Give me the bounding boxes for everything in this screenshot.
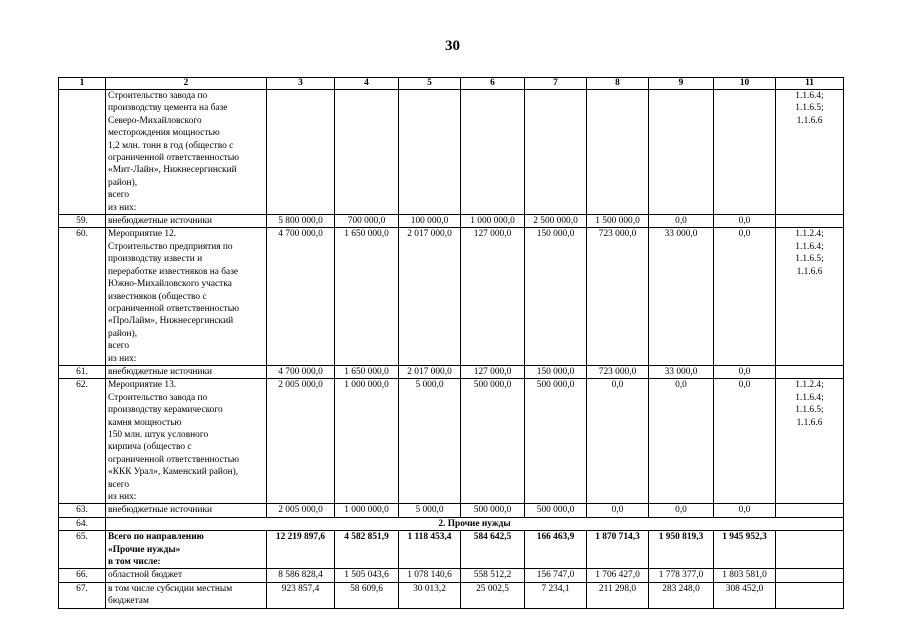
row-description [106,228,267,365]
value-cell: 166 463,9 [525,531,587,569]
row-description-line: всего [108,190,130,201]
budget-table [58,77,844,609]
goal-cell [776,215,844,228]
value-cell: 2 017 000,0 [399,365,461,378]
row-description-line: Северо-Михайловского [108,115,202,126]
value-cell [335,90,399,215]
column-header: 1 [59,78,106,90]
value-cell: 0,0 [649,215,714,228]
value-cell: 5 800 000,0 [267,215,335,228]
value-cell: 723 000,0 [587,228,649,365]
column-header: 8 [587,78,649,90]
value-cell: 0,0 [714,228,776,365]
value-cell: 1 945 952,3 [714,531,776,569]
value-cell: 1 650 000,0 [335,228,399,365]
value-cell: 283 248,0 [649,582,714,608]
row-description-line: в том числе субсидии местным [108,583,233,594]
value-cell: 156 747,0 [525,569,587,582]
value-cell: 5 000,0 [399,504,461,517]
row-description [106,379,267,504]
table-row [59,228,844,365]
row-description [106,215,267,228]
value-cell: 12 219 897,6 [267,531,335,569]
row-description-line: известняков (общество с [108,291,207,302]
row-description-line: Южно-Михайловского участка [108,279,232,290]
value-cell: 127 000,0 [461,228,525,365]
page-number: 30 [445,38,460,54]
row-description-line: кирпича (общество с [108,442,192,453]
value-cell: 1 118 453,4 [399,531,461,569]
row-description-line: «ККК Урал», Каменский район), [108,467,239,478]
row-description [106,365,267,378]
value-cell: 308 452,0 [714,582,776,608]
value-cell: 923 857,4 [267,582,335,608]
column-header: 3 [267,78,335,90]
row-description-line: район), [108,177,138,188]
column-header: 4 [335,78,399,90]
value-cell: 1 000 000,0 [335,504,399,517]
goal-ref: 1.1.6.4; [795,91,824,101]
row-number: 67. [59,582,106,608]
value-cell: 1 950 819,3 [649,531,714,569]
value-cell: 500 000,0 [525,504,587,517]
row-description-line: производству извести и [108,254,203,265]
row-description-line: всего [108,341,130,352]
row-number: 61. [59,365,106,378]
value-cell: 127 000,0 [461,365,525,378]
value-cell: 1 505 043,6 [335,569,399,582]
column-header: 7 [525,78,587,90]
row-description-line: внебюджетные источники [108,505,213,516]
row-description-line: переработке известняков на базе [108,266,239,277]
table-row [59,90,844,215]
row-description-line: Строительство завода по [108,91,208,101]
row-number: 63. [59,504,106,517]
goal-ref: 1.1.6.5; [795,103,824,114]
value-cell: 0,0 [587,504,649,517]
value-cell [267,90,335,215]
value-cell: 1 778 377,0 [649,569,714,582]
row-description-line: областной бюджет [108,570,183,581]
goal-ref: 1.1.2.4; [795,229,824,240]
value-cell: 1 650 000,0 [335,365,399,378]
value-cell: 1 803 581,0 [714,569,776,582]
goal-ref: 1.1.6.4; [795,241,824,252]
row-number: 62. [59,379,106,504]
value-cell: 5 000,0 [399,379,461,504]
table-row [59,582,844,608]
value-cell: 1 870 714,3 [587,531,649,569]
column-header: 6 [461,78,525,90]
column-header: 2 [106,78,267,90]
value-cell: 25 002,5 [461,582,525,608]
row-description-line: Строительство предприятия по [108,241,233,252]
value-cell: 0,0 [714,504,776,517]
value-cell: 0,0 [714,215,776,228]
row-description-line: производству керамического [108,405,223,416]
table-row [59,215,844,228]
row-description [106,582,267,608]
row-description-line: район), [108,328,138,339]
value-cell: 8 586 828,4 [267,569,335,582]
value-cell: 558 512,2 [461,569,525,582]
value-cell: 30 013,2 [399,582,461,608]
goal-cell [776,90,844,215]
value-cell: 0,0 [714,365,776,378]
value-cell: 2 500 000,0 [525,215,587,228]
row-description-line: производству цемента на базе [108,103,228,114]
row-description [106,569,267,582]
row-description-line: из них: [108,202,137,213]
table-row [59,531,844,569]
row-description-line: 150 млн. штук условного [108,429,209,440]
value-cell: 0,0 [714,379,776,504]
value-cell: 2 017 000,0 [399,228,461,365]
row-description-line: бюджетам [108,596,149,607]
value-cell: 500 000,0 [525,379,587,504]
goal-cell [776,228,844,365]
value-cell [525,90,587,215]
row-description-line: ограниченной ответственностью [108,454,240,465]
goal-cell [776,531,844,569]
goal-cell [776,504,844,517]
value-cell: 1 500 000,0 [587,215,649,228]
value-cell: 4 700 000,0 [267,228,335,365]
row-number: 64. [59,517,106,530]
row-description [106,504,267,517]
value-cell: 100 000,0 [399,215,461,228]
value-cell: 2 005 000,0 [267,504,335,517]
row-description-line: из них: [108,492,137,502]
column-header: 9 [649,78,714,90]
header-row [59,78,844,90]
row-description-line: ограниченной ответственностью [108,153,240,164]
row-description [106,90,267,215]
goal-ref: 1.1.6.4; [795,392,824,403]
table-row [59,569,844,582]
goal-ref: 1.1.6.5; [795,254,824,265]
value-cell: 211 298,0 [587,582,649,608]
value-cell [714,90,776,215]
column-header: 11 [776,78,844,90]
table-row [59,379,844,504]
section-row [59,517,844,530]
column-header: 5 [399,78,461,90]
value-cell: 0,0 [587,379,649,504]
value-cell: 700 000,0 [335,215,399,228]
value-cell [649,90,714,215]
table-row [59,365,844,378]
value-cell: 33 000,0 [649,365,714,378]
goal-ref: 1.1.6.6 [796,266,823,277]
value-cell: 723 000,0 [587,365,649,378]
row-description-line: месторождения мощностью [108,128,220,139]
value-cell: 1 706 427,0 [587,569,649,582]
row-description-line: Строительство завода по [108,392,208,403]
row-description-line: Мероприятие 12. [108,229,177,240]
goal-ref: 1.1.6.5; [795,405,824,416]
column-header: 10 [714,78,776,90]
value-cell: 58 609,6 [335,582,399,608]
value-cell [587,90,649,215]
row-description-line: Всего по направлению [108,532,204,543]
value-cell: 2 005 000,0 [267,379,335,504]
goal-ref: 1.1.2.4; [795,380,824,391]
value-cell [461,90,525,215]
table-row [59,504,844,517]
value-cell [399,90,461,215]
row-description-line: ограниченной ответственностью [108,303,240,314]
row-description-line: камня мощностью [108,417,182,428]
row-description-line: внебюджетные источники [108,366,213,377]
row-description-line: внебюджетные источники [108,216,213,227]
row-description-line: «ПроЛайм», Нижнесергинский [108,316,234,327]
goal-ref: 1.1.6.6 [796,417,823,428]
row-description-line: из них: [108,353,137,364]
goal-cell [776,569,844,582]
row-description-line: «Прочие нужды» [108,544,181,555]
value-cell: 0,0 [649,504,714,517]
row-number [59,90,106,215]
value-cell: 1 000 000,0 [461,215,525,228]
value-cell: 4 700 000,0 [267,365,335,378]
value-cell: 150 000,0 [525,365,587,378]
value-cell: 7 234,1 [525,582,587,608]
goal-cell [776,379,844,504]
value-cell: 150 000,0 [525,228,587,365]
value-cell: 500 000,0 [461,504,525,517]
section-title: 2. Прочие нужды [106,517,844,530]
value-cell: 1 000 000,0 [335,379,399,504]
value-cell: 500 000,0 [461,379,525,504]
goal-cell [776,365,844,378]
value-cell: 4 582 851,9 [335,531,399,569]
value-cell: 1 078 140,6 [399,569,461,582]
row-number: 65. [59,531,106,569]
row-number: 59. [59,215,106,228]
value-cell: 0,0 [649,379,714,504]
goal-ref: 1.1.6.6 [796,115,823,126]
row-description-line: Мероприятие 13. [108,380,177,391]
row-description-line: «Мит-Лайн», Нижнесергинский [108,165,237,176]
value-cell: 33 000,0 [649,228,714,365]
row-number: 60. [59,228,106,365]
row-description-line: в том числе: [108,557,161,568]
row-description-line: 1,2 млн. тонн в год (общество с [108,140,234,151]
row-description [106,531,267,569]
goal-cell [776,582,844,608]
value-cell: 584 642,5 [461,531,525,569]
row-number: 66. [59,569,106,582]
row-description-line: всего [108,479,130,490]
